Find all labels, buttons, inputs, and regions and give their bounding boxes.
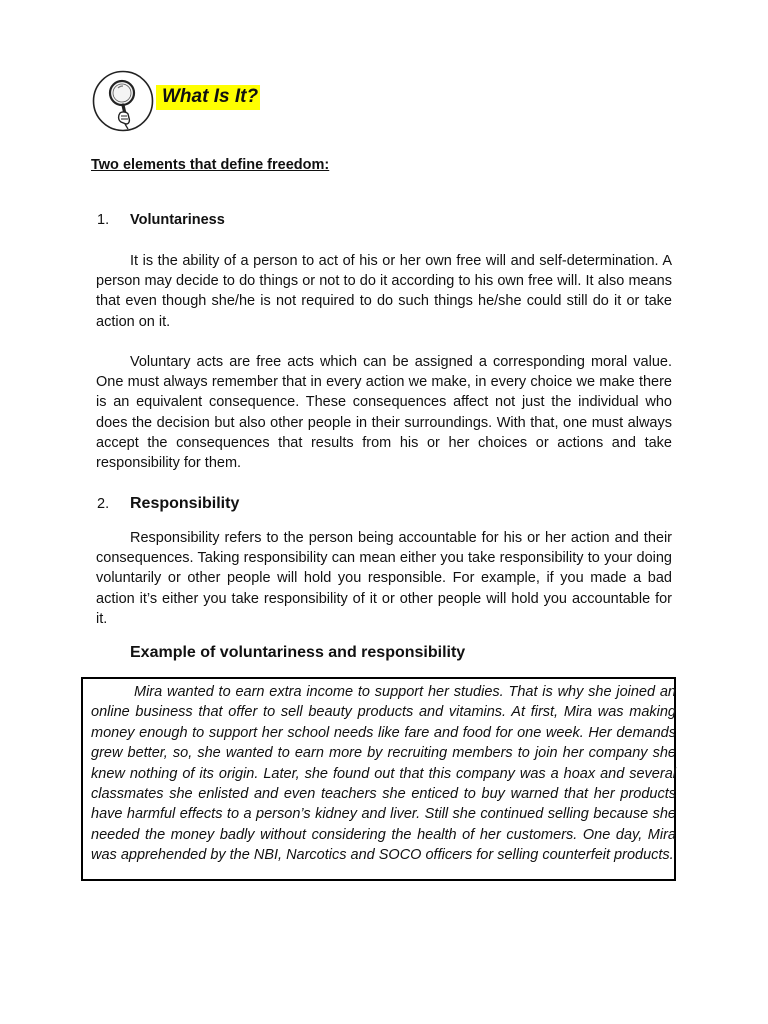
magnifier-hand-icon — [92, 70, 154, 132]
item-number: 1. — [97, 212, 110, 228]
example-story-box — [81, 677, 676, 881]
example-heading: Example of voluntariness and responsibility — [130, 644, 466, 661]
voluntary-acts-paragraph: Voluntary acts are free acts which can be assigned a corresponding moral value. One must always remember that in every action we make, in every choice we make there is an equivalent consequence. These consequences affect not just the individual who does the decision but also other people in their surroundings. With that, one must always accept the consequences that results from his or her choices or actions and take responsibility for them. — [96, 354, 672, 472]
item-title-responsibility: Responsibility — [130, 495, 240, 512]
page-title: What Is It? — [156, 85, 260, 110]
lesson-header — [92, 70, 260, 132]
example-story-text: Mira wanted to earn extra income to support her studies. That is why she joined an online business that offer to sell beauty products and vitamins. At first, Mira was making money enough to support her school needs like fare and food for one week. Her demands grew better, so, she wanted to earn more by recruiting members to join her company she knew nothing of its origin. Later, she found out that this company was a hoax and several classmates she enlisted and even teachers she enticed to buy warned that her products have harmful effects to a person’s kidney and liver. Still she continued selling because she needed the money badly without considering the health of her customers. One day, Mira was apprehended by the NBI, Narcotics and SOCO officers for selling counterfeit products. — [91, 684, 676, 864]
voluntariness-paragraph: It is the ability of a person to act of his or her own free will and self-determination. A person may decide to do things or not to do it according to his own free will. It also means that even though she/he is not required to do such things he/she could still do it or take action on it. — [96, 253, 672, 330]
section-heading: Two elements that define freedom: — [91, 157, 330, 173]
item-title-voluntariness: Voluntariness — [130, 212, 225, 228]
responsibility-paragraph: Responsibility refers to the person being accountable for his or her action and their consequences. Taking responsibility can mean either you take responsibility to your doing voluntarily or other people will hold you responsible. For example, if you made a bad action it’s either you take responsibility of it or other people will hold you accountable for it. — [96, 530, 672, 627]
item-number: 2. — [97, 496, 110, 512]
